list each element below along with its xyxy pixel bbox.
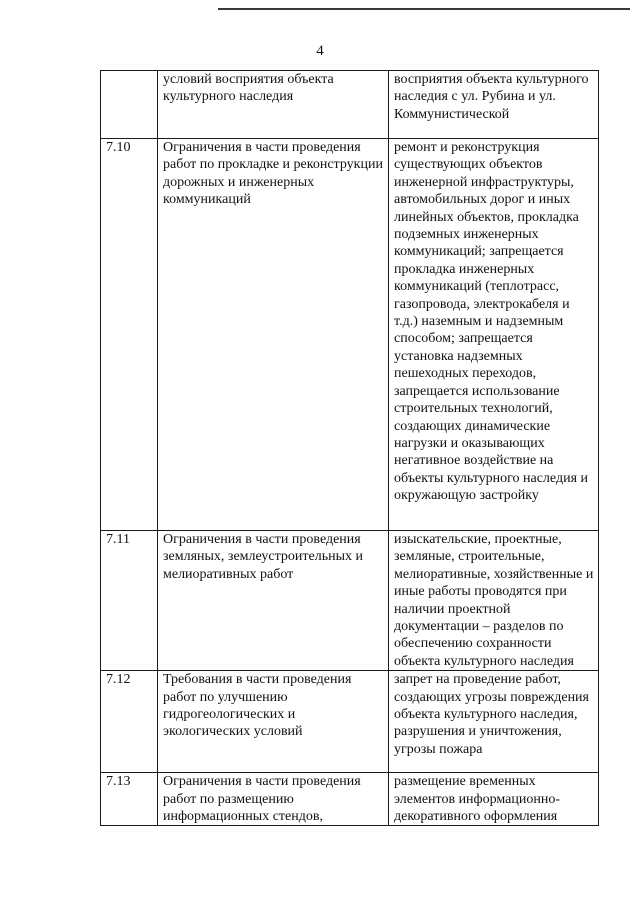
table-row: [101, 71, 599, 139]
item-number-cell: 7.10: [101, 139, 158, 531]
item-number-cell: 7.13: [101, 773, 158, 826]
item-number-cell: 7.12: [101, 671, 158, 773]
item-detail-cell: ремонт и реконструкция существующих объектов инженерной инфраструктуры, автомобильных дорог и иных линейных объектов, прокладка подземных инженерных коммуникаций; запрещается прокладка инженерных коммуникаций (теплотрасс, газопровода, электрокабеля и т.д.) наземным и надземным способом; запрещается установка надземных пешеходных переходов, запрещается использование строительных технологий, создающих динамические нагрузки и оказывающих негативное воздействие на объекты культурного наследия и окружающую застройку: [389, 139, 599, 531]
item-description-cell: Ограничения в части проведения земляных, землеустроительных и мелиоративных работ: [158, 531, 389, 671]
item-description-cell: Требования в части проведения работ по улучшению гидрогеологических и экологических условий: [158, 671, 389, 773]
item-description-cell: Ограничения в части проведения работ по размещению информационных стендов,: [158, 773, 389, 826]
page-number: 4: [316, 43, 324, 59]
item-number-cell: [101, 71, 158, 139]
table-row: [101, 773, 599, 826]
table-row: [101, 671, 599, 773]
item-description-cell: условий восприятия объекта культурного наследия: [158, 71, 389, 139]
restrictions-table: [100, 70, 599, 826]
header-rule: [218, 8, 630, 10]
table-row: [101, 139, 599, 531]
item-detail-cell: запрет на проведение работ, создающих угрозы повреждения объекта культурного наследия, разрушения и уничтожения, угрозы пожара: [389, 671, 599, 773]
item-description-cell: Ограничения в части проведения работ по прокладке и реконструкции дорожных и инженерных коммуникаций: [158, 139, 389, 531]
item-detail-cell: восприятия объекта культурного наследия с ул. Рубина и ул. Коммунистической: [389, 71, 599, 139]
item-detail-cell: размещение временных элементов информационно-декоративного оформления: [389, 773, 599, 826]
table-row: [101, 531, 599, 671]
item-detail-cell: изыскательские, проектные, земляные, строительные, мелиоративные, хозяйственные и иные работы проводятся при наличии проектной документации – разделов по обеспечению сохранности объекта культурного наследия: [389, 531, 599, 671]
item-number-cell: 7.11: [101, 531, 158, 671]
